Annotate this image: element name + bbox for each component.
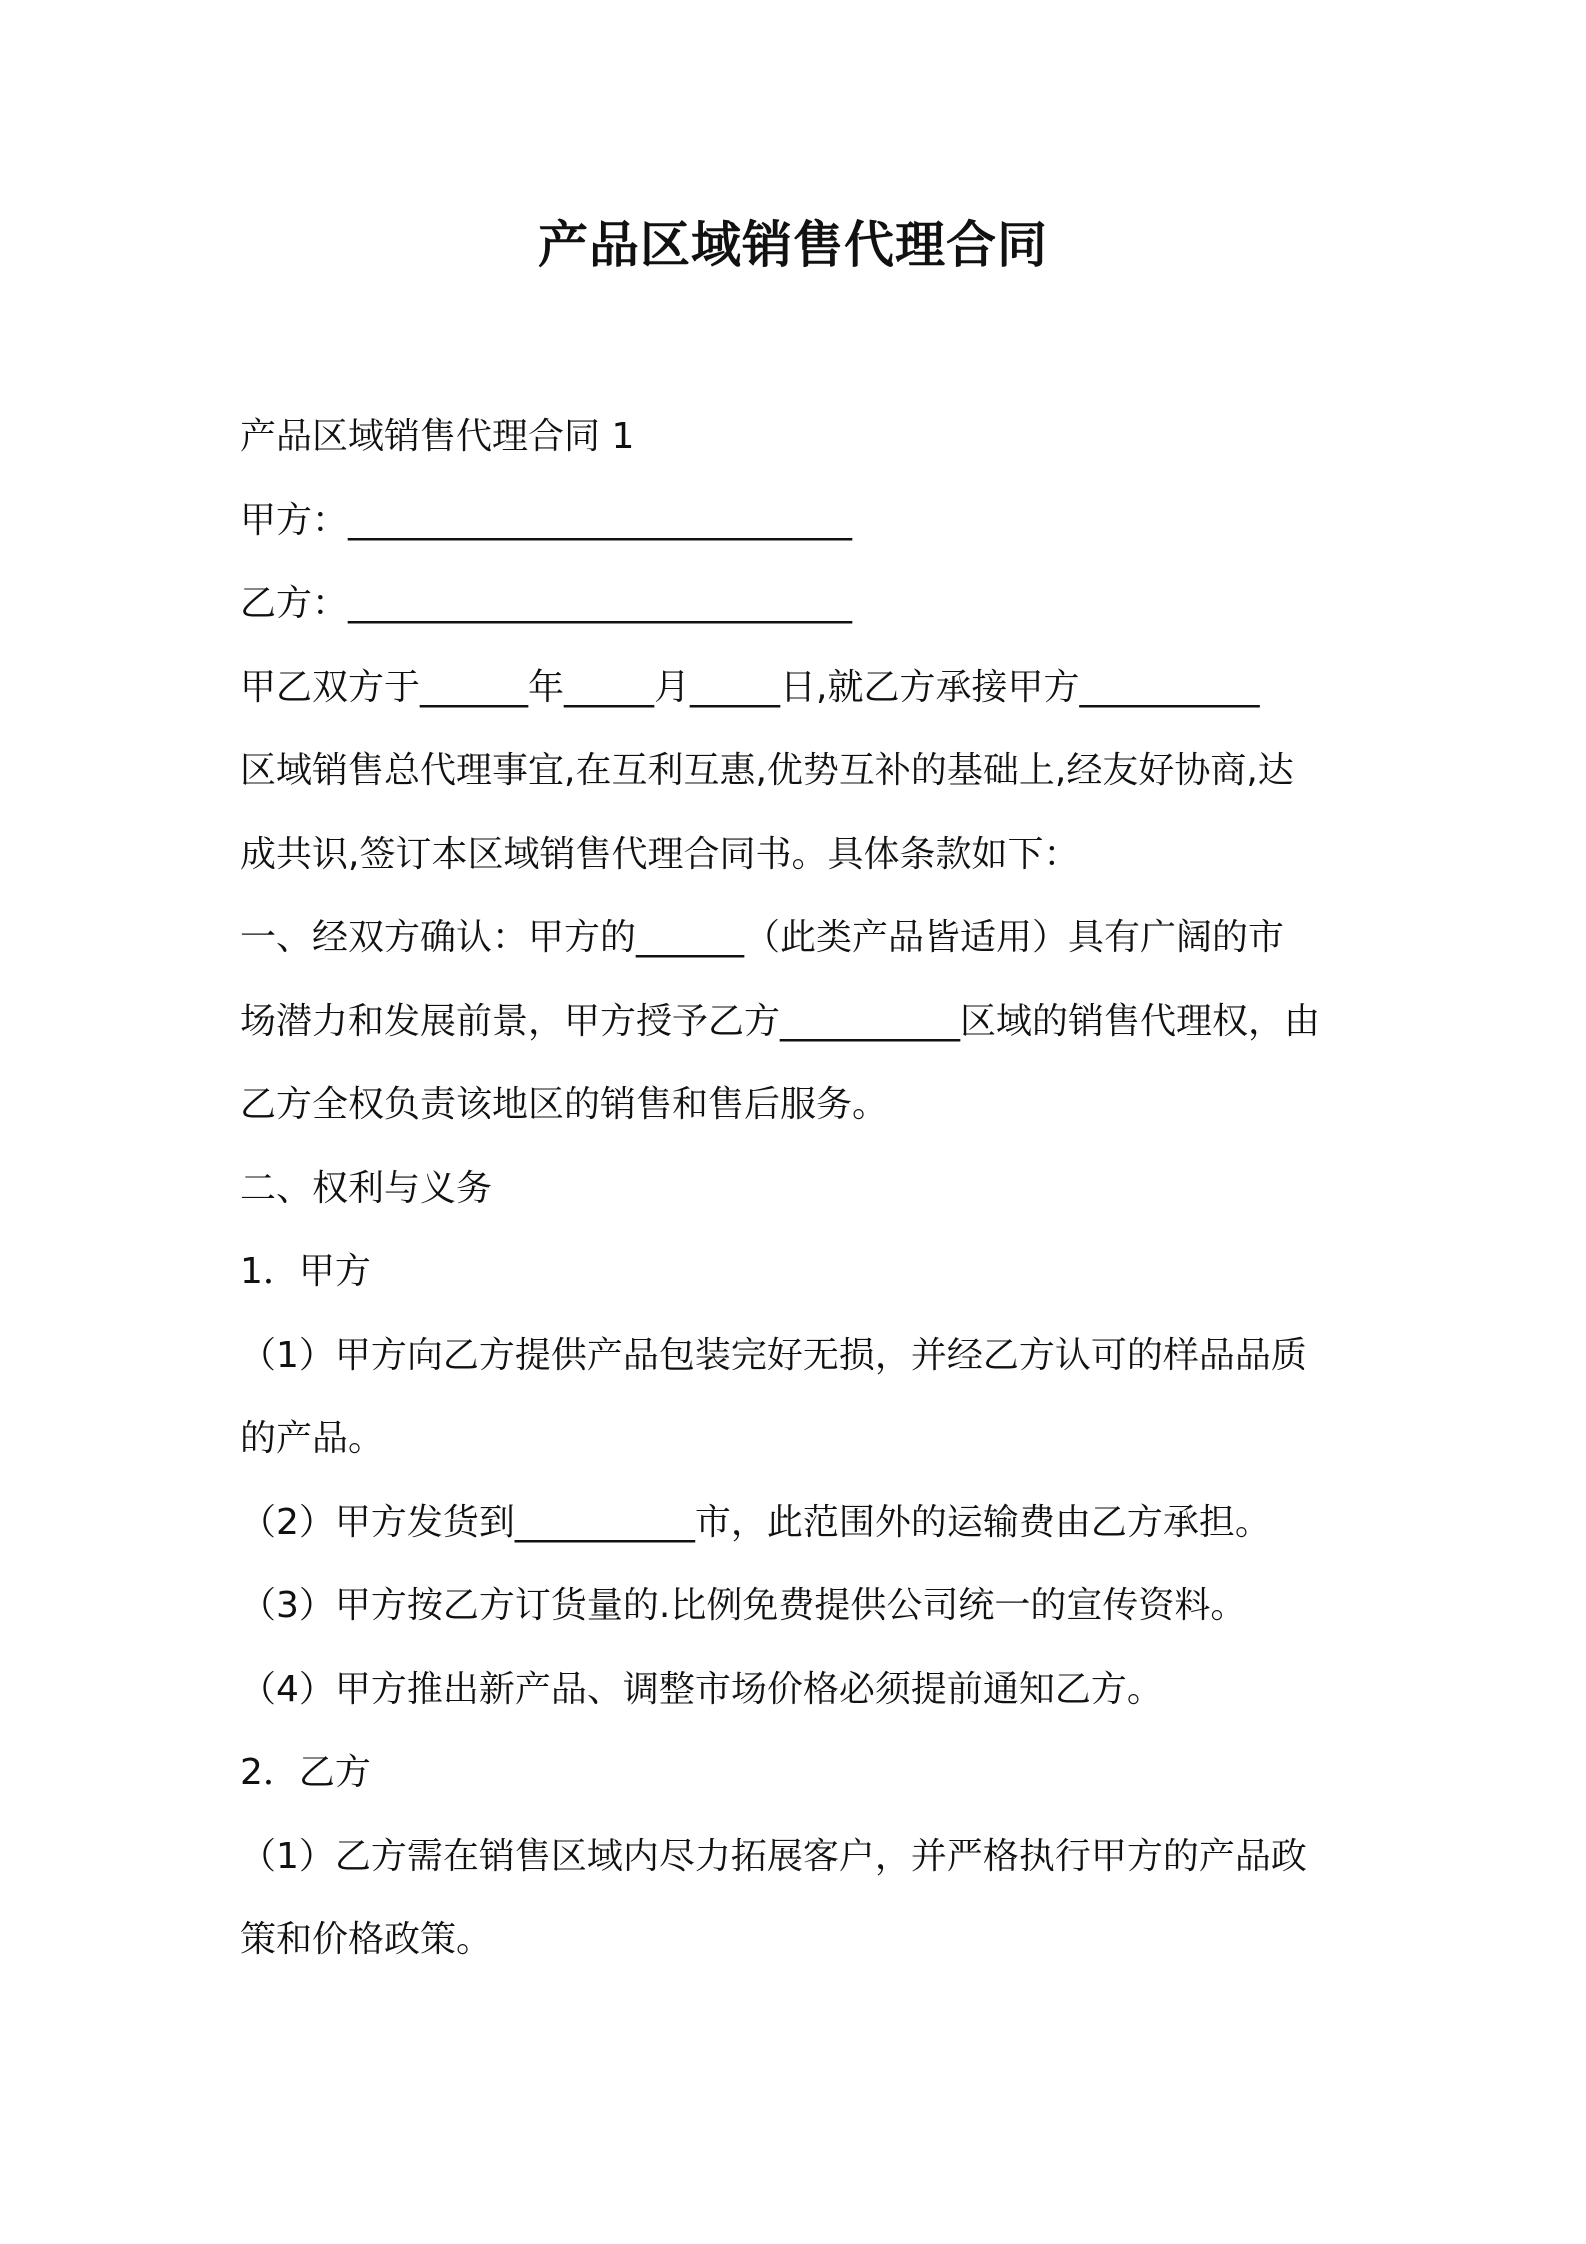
paragraph-line: 甲乙双方于______年_____月_____日,就乙方承接甲方__________ [240, 666, 1260, 708]
subsection-party-a: 1．甲方 [240, 1251, 371, 1292]
party-a-line: 甲方：____________________________ [240, 499, 853, 541]
paragraph-line: 区域销售总代理事宜,在互利互惠,优势互补的基础上,经友好协商,达 [240, 750, 1294, 791]
list-item-continuation: 策和价格政策。 [240, 1919, 493, 1960]
paragraph-line: 成共识,签订本区域销售代理合同书。具体条款如下： [240, 833, 1080, 875]
list-item: （4）甲方推出新产品、调整市场价格必须提前通知乙方。 [240, 1668, 1163, 1710]
list-item-continuation: 的产品。 [240, 1418, 385, 1459]
list-item: （3）甲方按乙方订货量的.比例免费提供公司统一的宣传资料。 [240, 1585, 1247, 1626]
clause-one-line: 场潜力和发展前景，甲方授予乙方__________区域的销售代理权，由 [240, 1000, 1321, 1042]
list-item: （1）甲方向乙方提供产品包装完好无损，并经乙方认可的样品品质 [240, 1334, 1307, 1376]
contract-subtitle: 产品区域销售代理合同 1 [240, 416, 635, 457]
document-body [240, 395, 1350, 1982]
list-item: （1）乙方需在销售区域内尽力拓展客户，并严格执行甲方的产品政 [240, 1835, 1307, 1877]
subsection-party-b: 2．乙方 [240, 1752, 371, 1793]
list-item: （2）甲方发货到__________市，此范围外的运输费由乙方承担。 [240, 1501, 1271, 1543]
party-b-line: 乙方：____________________________ [240, 583, 853, 624]
clause-one-line: 一、经双方确认：甲方的______（此类产品皆适用）具有广阔的市 [240, 917, 1285, 958]
clause-one-line: 乙方全权负责该地区的销售和售后服务。 [240, 1084, 889, 1125]
section-heading-rights: 二、权利与义务 [240, 1167, 493, 1209]
document-title: 产品区域销售代理合同 [538, 216, 1048, 274]
